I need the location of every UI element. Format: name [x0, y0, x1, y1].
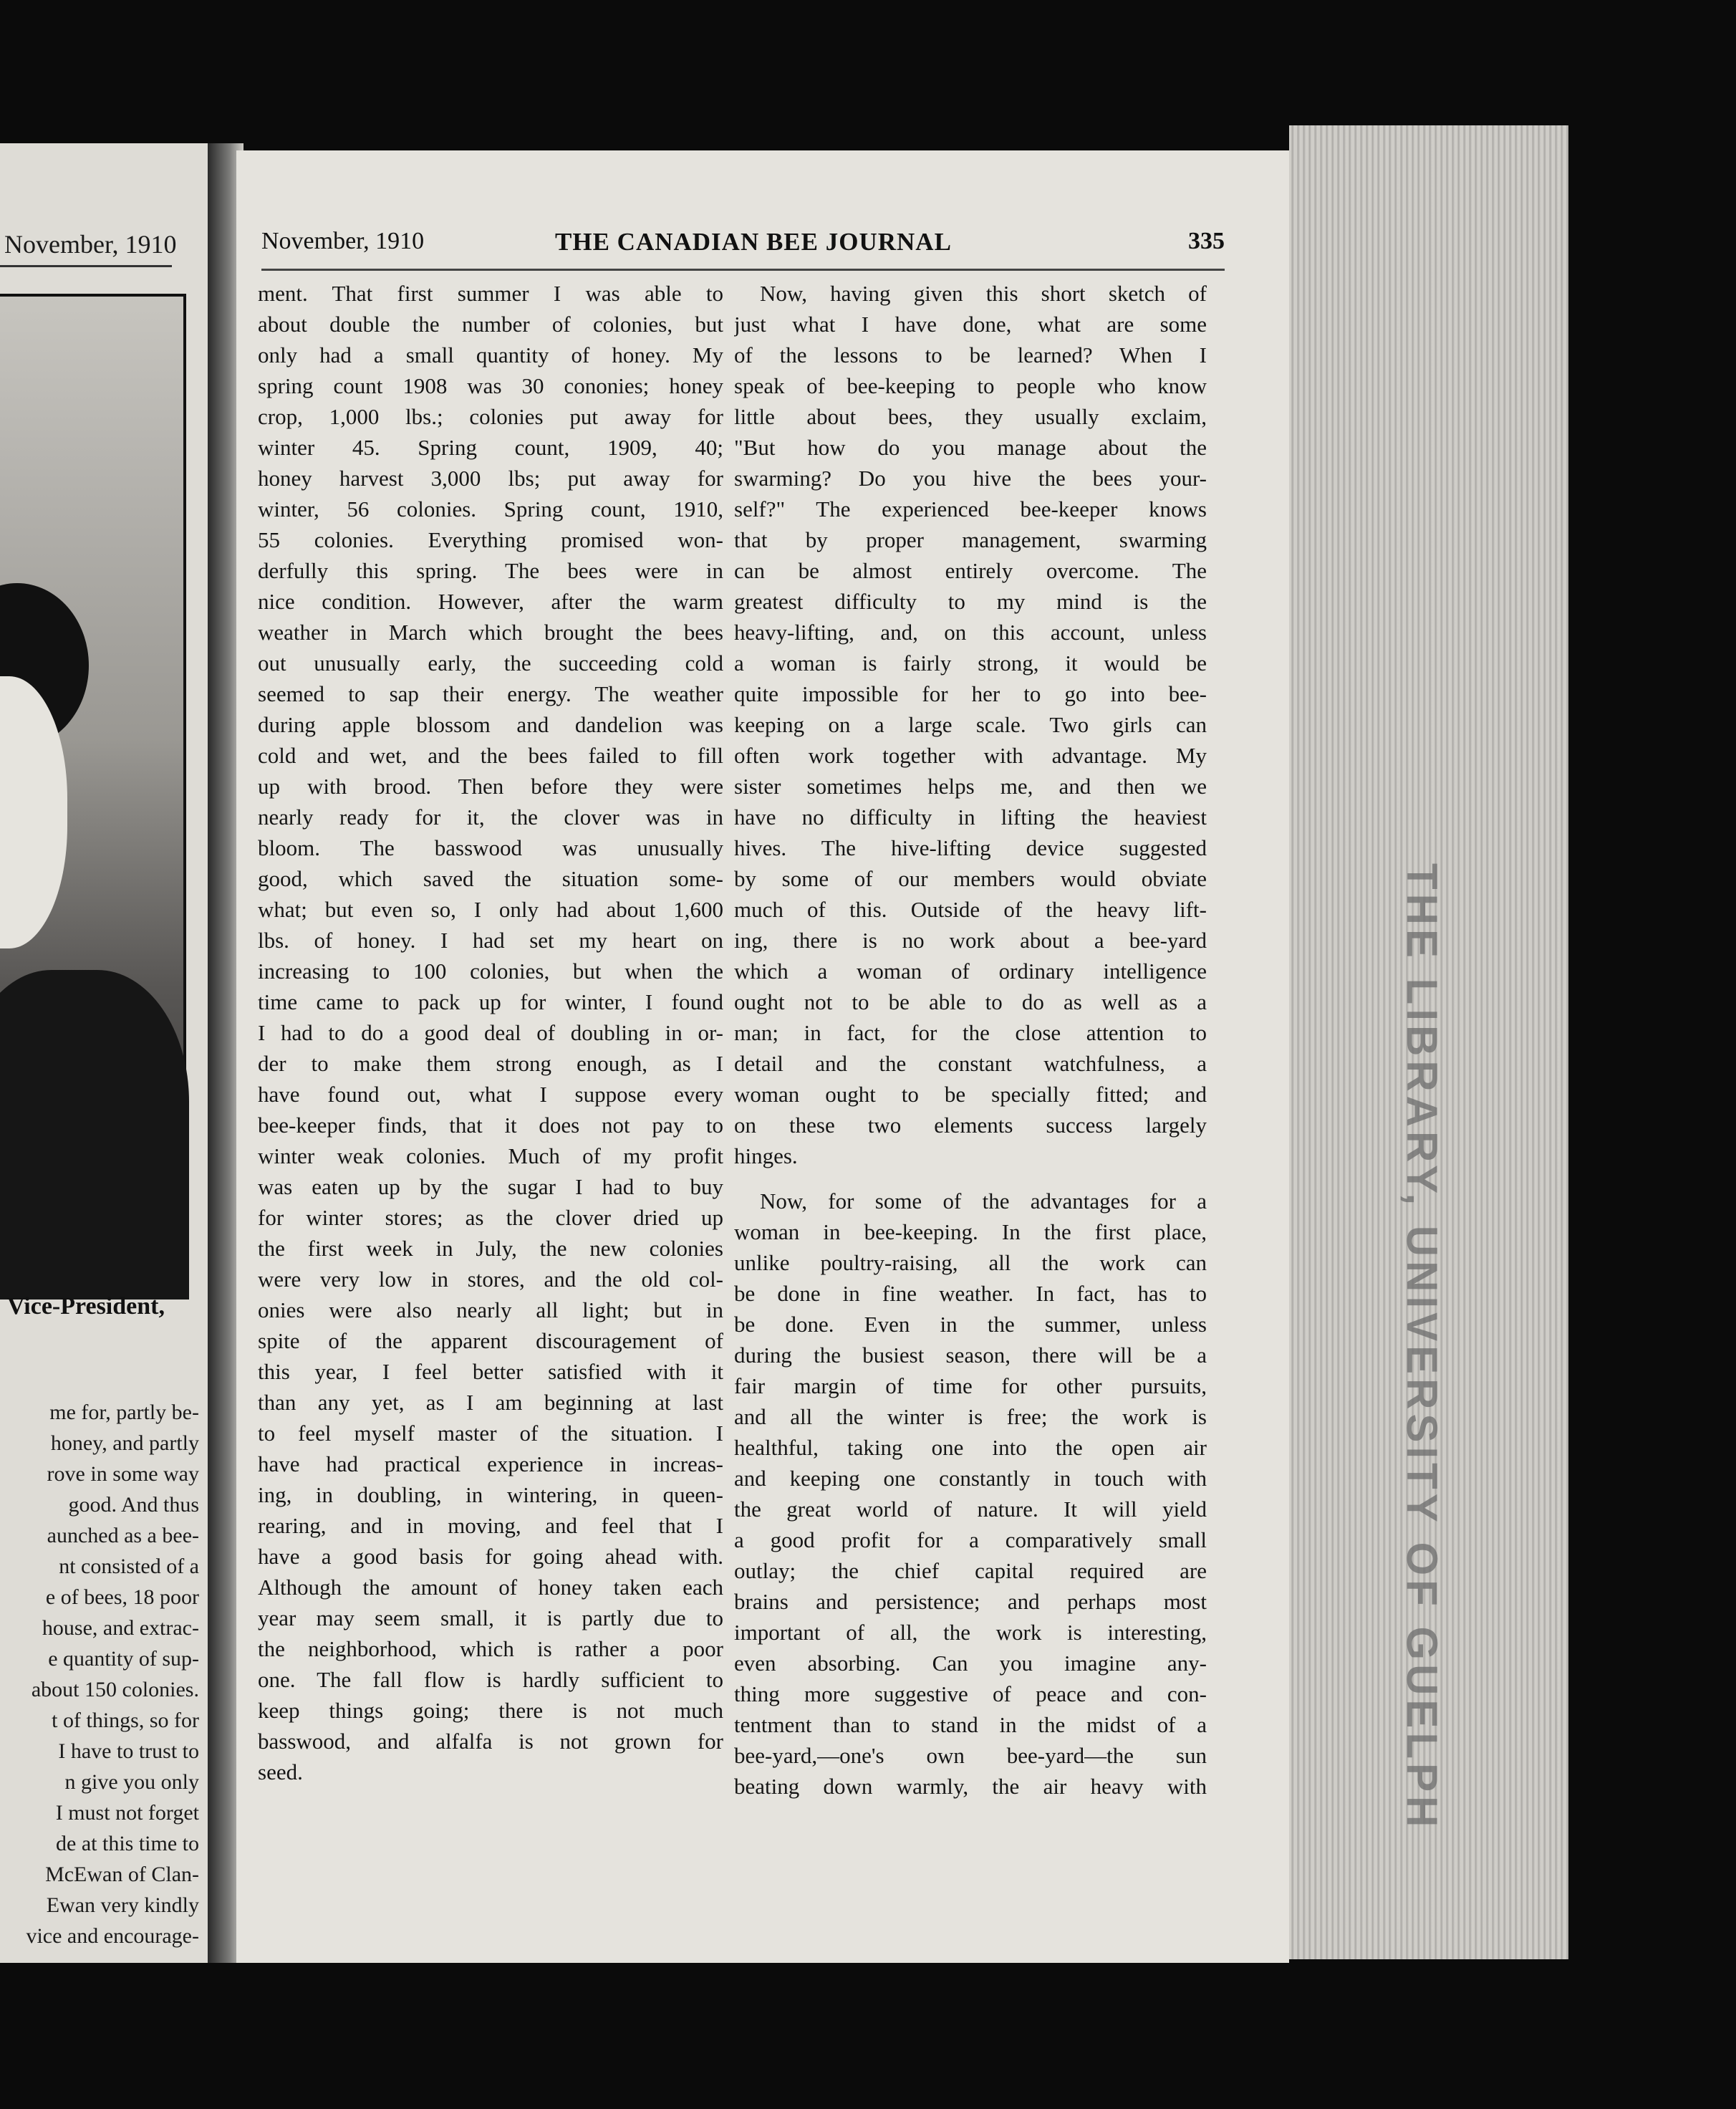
text-line: winter, 56 colonies. Spring count, 1910,: [258, 496, 723, 522]
text-line: Now, for some of the advantages for a: [760, 1188, 1207, 1214]
text-line: keep things going; there is not much: [258, 1698, 723, 1723]
text-line: out unusually early, the succeeding cold: [258, 650, 723, 676]
text-line: crop, 1,000 lbs.; colonies put away for: [258, 404, 723, 429]
text-line: during apple blossom and dandelion was: [258, 712, 723, 737]
text-line: nearly ready for it, the clover was in: [258, 804, 723, 830]
fragment-line: nt consisted of a: [59, 1555, 199, 1578]
fragment-line: I have to trust to: [58, 1739, 199, 1763]
text-line: weather in March which brought the bees: [258, 620, 723, 645]
text-line: even absorbing. Can you imagine any-: [734, 1651, 1207, 1676]
text-line: fair margin of time for other pursuits,: [734, 1373, 1207, 1398]
text-line: swarming? Do you hive the bees your-: [734, 466, 1207, 491]
fragment-line: me for, partly be-: [49, 1401, 199, 1424]
fragment-line: n give you only: [64, 1770, 199, 1794]
text-line: just what I have done, what are some: [734, 312, 1207, 337]
text-line: winter weak colonies. Much of my profit: [258, 1143, 723, 1168]
text-line: hinges.: [734, 1143, 798, 1168]
text-line: on these two elements success largely: [734, 1113, 1207, 1138]
text-line: up with brood. Then before they were: [258, 774, 723, 799]
page-number: 335: [1188, 228, 1225, 254]
text-line: have had practical experience in increas-: [258, 1451, 723, 1476]
left-running-head: November, 1910: [4, 230, 177, 259]
text-line: have no difficulty in lifting the heaviest: [734, 804, 1207, 830]
fragment-line: e quantity of sup-: [48, 1647, 199, 1671]
text-line: ment. That first summer I was able to: [258, 281, 723, 306]
fragment-line: house, and extrac-: [42, 1616, 199, 1640]
text-line: Now, having given this short sketch of: [760, 281, 1207, 306]
text-line: lbs. of honey. I had set my heart on: [258, 928, 723, 953]
page-header: [261, 228, 1225, 271]
fragment-line: I must not forget: [55, 1801, 199, 1825]
fragment-line: Ewan very kindly: [46, 1893, 199, 1917]
text-line: man; in fact, for the close attention to: [734, 1020, 1207, 1045]
library-stamp: THE LIBRARY, UNIVERSITY OF GUELPH: [1398, 863, 1446, 1832]
text-line: much of this. Outside of the heavy lift-: [734, 897, 1207, 922]
text-line: that by proper management, swarming: [734, 527, 1207, 552]
text-line: a woman is fairly strong, it would be: [734, 650, 1207, 676]
text-line: was eaten up by the sugar I had to buy: [258, 1174, 723, 1199]
fragment-line: de at this time to: [56, 1832, 199, 1855]
text-line: by some of our members would obviate: [734, 866, 1207, 891]
portrait-caption: Vice-President,: [7, 1293, 165, 1320]
text-line: time came to pack up for winter, I found: [258, 989, 723, 1014]
text-line: onies were also nearly all light; but in: [258, 1297, 723, 1322]
left-header-rule: [0, 265, 172, 267]
text-line: only had a small quantity of honey. My: [258, 342, 723, 367]
text-line: good, which saved the situation some-: [258, 866, 723, 891]
text-line: bee-keeper finds, that it does not pay to: [258, 1113, 723, 1138]
left-text-fragments: [6, 1397, 199, 1951]
text-line: thing more suggestive of peace and con-: [734, 1681, 1207, 1706]
text-line: keeping on a large scale. Two girls can: [734, 712, 1207, 737]
paragraph-gap: [734, 1171, 1207, 1186]
text-line: a good profit for a comparatively small: [734, 1527, 1207, 1552]
fragment-line: t of things, so for: [52, 1709, 199, 1732]
fragment-line: rove in some way: [47, 1462, 199, 1486]
text-line: year may seem small, it is partly due to: [258, 1605, 723, 1630]
text-line: spring count 1908 was 30 cononies; honey: [258, 373, 723, 398]
text-line: can be almost entirely overcome. The: [734, 558, 1207, 583]
left-facing-page: [0, 143, 208, 1963]
fragment-line: honey, and partly: [50, 1431, 199, 1455]
text-line: self?" The experienced bee-keeper knows: [734, 496, 1207, 522]
page-block-edge: [1289, 125, 1568, 1959]
text-line: be done in fine weather. In fact, has to: [734, 1281, 1207, 1306]
text-line: were very low in stores, and the old col-: [258, 1267, 723, 1292]
text-line: have found out, what I suppose every: [258, 1082, 723, 1107]
text-line: one. The fall flow is hardly sufficient to: [258, 1667, 723, 1692]
journal-page: [236, 150, 1289, 1963]
text-line: be done. Even in the summer, unless: [734, 1312, 1207, 1337]
text-line: brains and persistence; and perhaps most: [734, 1589, 1207, 1614]
text-line: than any yet, as I am beginning at last: [258, 1390, 723, 1415]
text-line: sister sometimes helps me, and then we: [734, 774, 1207, 799]
fragment-line: McEwan of Clan-: [45, 1863, 199, 1886]
text-column-right: [734, 278, 1207, 1802]
text-line: rearing, and in moving, and feel that I: [258, 1513, 723, 1538]
journal-title: THE CANADIAN BEE JOURNAL: [555, 228, 952, 256]
portrait-photo: [0, 294, 186, 1281]
text-line: derfully this spring. The bees were in: [258, 558, 723, 583]
text-line: beating down warmly, the air heavy with: [734, 1774, 1207, 1799]
text-line: "But how do you manage about the: [734, 435, 1207, 460]
text-line: have a good basis for going ahead with.: [258, 1544, 723, 1569]
header-rule: [261, 269, 1225, 271]
text-line: nice condition. However, after the warm: [258, 589, 723, 614]
text-line: often work together with advantage. My: [734, 743, 1207, 768]
text-line: which a woman of ordinary intelligence: [734, 959, 1207, 984]
text-line: of the lessons to be learned? When I: [734, 342, 1207, 367]
text-line: for winter stores; as the clover dried up: [258, 1205, 723, 1230]
fragment-line: about 150 colonies.: [31, 1678, 199, 1701]
text-line: cold and wet, and the bees failed to fill: [258, 743, 723, 768]
text-line: quite impossible for her to go into bee-: [734, 681, 1207, 706]
text-line: tentment than to stand in the midst of a: [734, 1712, 1207, 1737]
text-line: winter 45. Spring count, 1909, 40;: [258, 435, 723, 460]
portrait-shoulder: [0, 970, 189, 1299]
text-column-left: [258, 278, 723, 1787]
text-line: honey harvest 3,000 lbs; put away for: [258, 466, 723, 491]
text-line: bee-yard,—one's own bee-yard—the sun: [734, 1743, 1207, 1768]
text-line: basswood, and alfalfa is not grown for: [258, 1729, 723, 1754]
fragment-line: good. And thus: [68, 1493, 199, 1517]
text-line: bloom. The basswood was unusually: [258, 835, 723, 860]
text-line: the first week in July, the new colonies: [258, 1236, 723, 1261]
header-date: November, 1910: [261, 228, 425, 254]
text-line: ing, in doubling, in wintering, in queen-: [258, 1482, 723, 1507]
text-line: to feel myself master of the situation. I: [258, 1421, 723, 1446]
text-line: heavy-lifting, and, on this account, unless: [734, 620, 1207, 645]
text-line: greatest difficulty to my mind is the: [734, 589, 1207, 614]
text-line: seed.: [258, 1759, 303, 1784]
text-line: unlike poultry-raising, all the work can: [734, 1250, 1207, 1275]
text-line: speak of bee-keeping to people who know: [734, 373, 1207, 398]
text-line: 55 colonies. Everything promised won-: [258, 527, 723, 552]
text-line: the great world of nature. It will yield: [734, 1497, 1207, 1522]
text-line: I had to do a good deal of doubling in or-: [258, 1020, 723, 1045]
text-line: and all the winter is free; the work is: [734, 1404, 1207, 1429]
text-line: little about bees, they usually exclaim,: [734, 404, 1207, 429]
text-line: what; but even so, I only had about 1,600: [258, 897, 723, 922]
text-line: outlay; the chief capital required are: [734, 1558, 1207, 1583]
text-line: spite of the apparent discouragement of: [258, 1328, 723, 1353]
text-line: the neighborhood, which is rather a poor: [258, 1636, 723, 1661]
fragment-line: vice and encourage-: [26, 1924, 199, 1948]
text-line: this year, I feel better satisfied with it: [258, 1359, 723, 1384]
text-line: increasing to 100 colonies, but when the: [258, 959, 723, 984]
text-line: about double the number of colonies, but: [258, 312, 723, 337]
text-line: hives. The hive-lifting device suggested: [734, 835, 1207, 860]
text-line: during the busiest season, there will be a: [734, 1342, 1207, 1368]
text-line: healthful, taking one into the open air: [734, 1435, 1207, 1460]
text-line: detail and the constant watchfulness, a: [734, 1051, 1207, 1076]
text-line: woman ought to be specially fitted; and: [734, 1082, 1207, 1107]
fragment-line: aunched as a bee-: [47, 1524, 199, 1547]
text-line: important of all, the work is interesting,: [734, 1620, 1207, 1645]
text-line: and keeping one constantly in touch with: [734, 1466, 1207, 1491]
text-line: der to make them strong enough, as I: [258, 1051, 723, 1076]
text-line: Although the amount of honey taken each: [258, 1575, 723, 1600]
text-line: ought not to be able to do as well as a: [734, 989, 1207, 1014]
fragment-line: e of bees, 18 poor: [45, 1585, 199, 1609]
text-line: ing, there is no work about a bee-yard: [734, 928, 1207, 953]
text-line: woman in bee-keeping. In the first place,: [734, 1219, 1207, 1244]
text-line: seemed to sap their energy. The weather: [258, 681, 723, 706]
